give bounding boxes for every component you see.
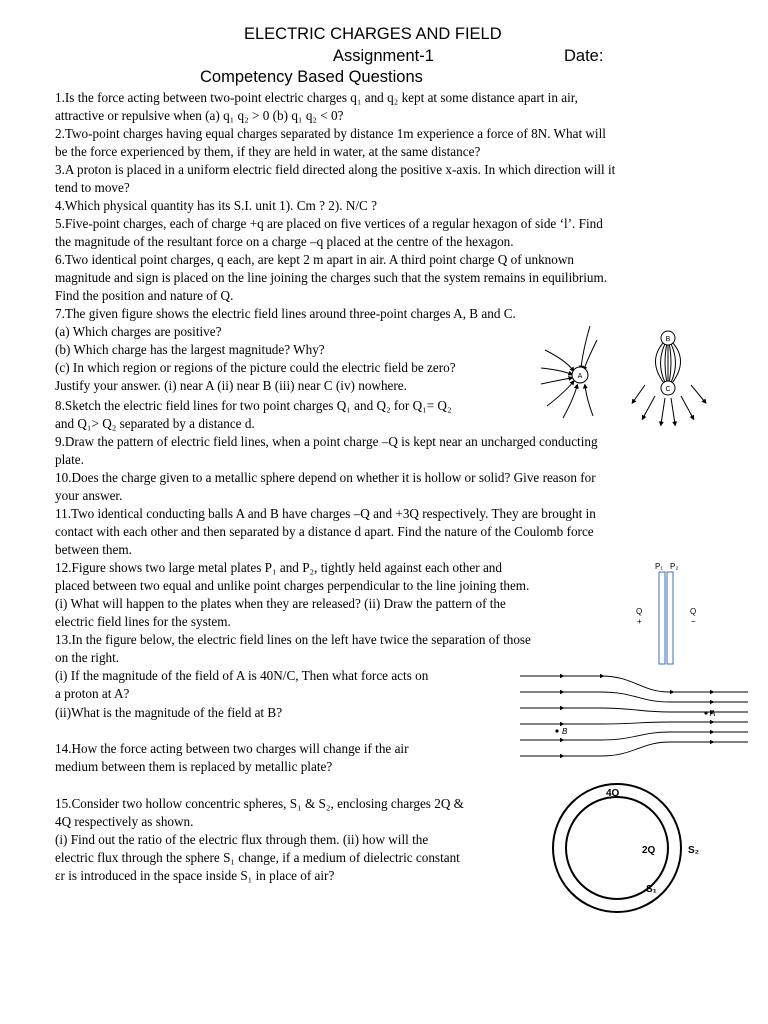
- plate-p2: [667, 572, 673, 664]
- text-line: tend to move?: [55, 180, 130, 195]
- date-label: Date:: [564, 47, 604, 65]
- text-line: be the force experienced by them, if they are held in water, at the same distance?: [55, 144, 481, 159]
- text-line: 7.The given figure shows the electric field lines around three-point charges A, B and C.: [55, 306, 516, 321]
- text-line: (a) Which charges are positive?: [55, 324, 222, 339]
- charge-a-field-lines: [541, 326, 597, 418]
- text-line: 15.Consider two hollow concentric spheres, S₁ & S₂, enclosing charges 2Q &: [55, 796, 464, 811]
- text-line: a proton at A?: [55, 686, 130, 701]
- charge-left-sign: +: [637, 617, 642, 626]
- text-line: 9.Draw the pattern of electric field lines, when a point charge –Q is kept near an uncharged conducting: [55, 434, 598, 449]
- text-line: 14.How the force acting between two charges will change if the air: [55, 741, 409, 756]
- text-line: medium between them is replaced by metallic plate?: [55, 759, 333, 774]
- text-line: (ii)What is the magnitude of the field at B?: [55, 705, 283, 720]
- text-line: (c) In which region or regions of the picture could the electric field be zero?: [55, 360, 456, 375]
- text-line: 11.Two identical conducting balls A and B have charges –Q and +3Q respectively. They are brought in: [55, 506, 596, 521]
- sphere-s2: [553, 784, 681, 912]
- text-line: 12.Figure shows two large metal plates P₁ and P₂, tightly held against each other and: [55, 560, 502, 575]
- point-a-label: A: [710, 709, 716, 718]
- text-line: Justify your answer. (i) near A (ii) near B (iii) near C (iv) nowhere.: [55, 378, 407, 393]
- sphere-s2-label: S₂: [688, 845, 700, 856]
- outer-charge-label: 4Q: [606, 788, 620, 799]
- text-line: 4Q respectively as shown.: [55, 814, 194, 829]
- inner-charge-label: 2Q: [642, 845, 656, 856]
- text-line: 10.Does the charge given to a metallic sphere depend on whether it is hollow or solid? Give reason for: [55, 470, 596, 485]
- text-line: plate.: [55, 452, 84, 467]
- text-line: and Q₁> Q₂ separated by a distance d.: [55, 416, 255, 431]
- text-line: (b) Which charge has the largest magnitude? Why?: [55, 342, 325, 357]
- text-line: 13.In the figure below, the electric field lines on the left have twice the separation of those: [55, 632, 531, 647]
- charge-c-label: C: [665, 386, 671, 393]
- text-line: 6.Two identical point charges, q each, are kept 2 m apart in air. A third point charge Q of unknown: [55, 252, 574, 267]
- text-line: magnitude and sign is placed on the line joining the charges such that the system remains in equilibrium.: [55, 270, 608, 285]
- page-title: ELECTRIC CHARGES AND FIELD: [244, 25, 502, 43]
- sphere-s1-label: S₁: [646, 884, 657, 895]
- text-line: 4.Which physical quantity has its S.I. unit 1). Cm ? 2). N/C ?: [55, 198, 377, 213]
- text-line: placed between two equal and unlike point charges perpendicular to the line joining them.: [55, 578, 530, 593]
- text-line: on the right.: [55, 650, 120, 665]
- charge-right-label: Q: [690, 607, 697, 616]
- plate-p1-label: P₁: [655, 562, 664, 571]
- text-line: the magnitude of the resultant force on a charge –q placed at the centre of the hexagon.: [55, 234, 514, 249]
- text-line: 2.Two-point charges having equal charges separated by distance 1m experience a force of 8N. What will: [55, 126, 606, 141]
- point-b-dot: [555, 729, 558, 732]
- text-line: 8.Sketch the electric field lines for two point charges Q₁ and Q₂ for Q₁= Q₂: [55, 398, 452, 413]
- text-line: contact with each other and then separated by a distance d apart. Find the nature of the Coulomb force: [55, 524, 594, 539]
- text-line: Find the position and nature of Q.: [55, 288, 234, 303]
- figure-field-lines-abc: [535, 320, 735, 430]
- text-line: (i) If the magnitude of the field of A is 40N/C, Then what force acts on: [55, 668, 429, 683]
- text-line: (i) Find out the ratio of the electric flux through them. (ii) how will the: [55, 832, 429, 847]
- text-line: εr is introduced in the space inside S₁ in place of air?: [55, 868, 335, 883]
- section-subtitle: Competency Based Questions: [200, 68, 423, 86]
- charge-left-label: Q: [636, 607, 643, 616]
- charge-a-label: A: [577, 373, 583, 380]
- text-line: 5.Five-point charges, each of charge +q are placed on five vertices of a regular hexagon of side ‘l’. Find: [55, 216, 603, 231]
- text-line: (i) What will happen to the plates when they are released? (ii) Draw the pattern of the: [55, 596, 506, 611]
- plate-p2-label: P₂: [670, 562, 679, 571]
- point-b-label: B: [562, 727, 568, 736]
- text-line: 1.Is the force acting between two-point electric charges q₁ and q₂ kept at some distance apart in air,: [55, 90, 578, 105]
- text-line: electric field lines for the system.: [55, 614, 231, 629]
- text-line: 3.A proton is placed in a uniform electric field directed along the positive x-axis. In which direction will it: [55, 162, 616, 177]
- charge-right-sign: −: [691, 617, 696, 626]
- text-line: electric flux through the sphere S₁ change, if a medium of dielectric constant: [55, 850, 460, 865]
- charge-b-label: B: [665, 336, 671, 343]
- figure-field-line-density: [520, 668, 750, 768]
- plate-p1: [659, 572, 665, 664]
- figure-metal-plates: [630, 560, 710, 670]
- text-line: your answer.: [55, 488, 123, 503]
- text-line: attractive or repulsive when (a) q₁ q₂ > 0 (b) q₁ q₂ < 0?: [55, 108, 344, 123]
- figure-concentric-spheres: [540, 780, 720, 915]
- text-line: between them.: [55, 542, 132, 557]
- assignment-label: Assignment-1: [333, 47, 434, 65]
- point-a-dot: [704, 711, 707, 714]
